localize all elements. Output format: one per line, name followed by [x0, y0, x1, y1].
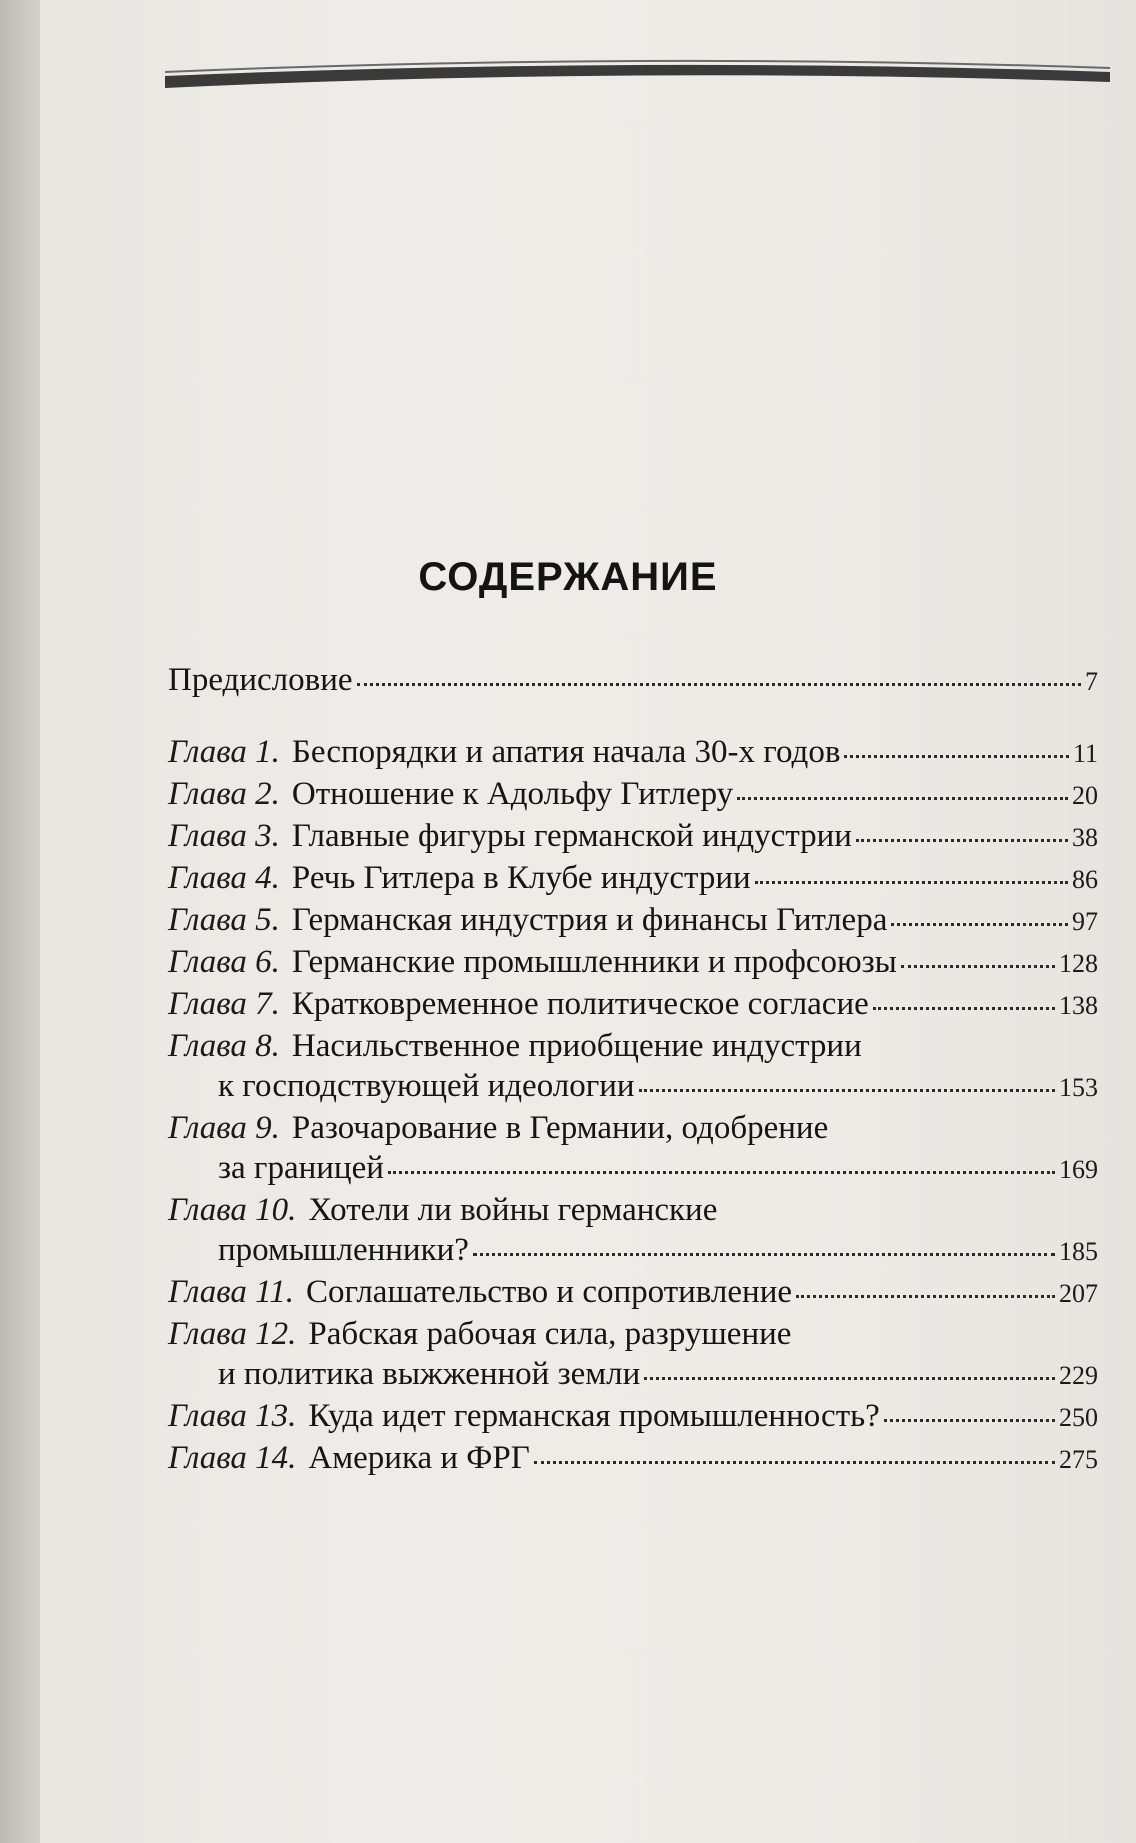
toc-chapter-row[interactable] [168, 858, 1098, 900]
chapter-page: 97 [1072, 907, 1098, 936]
leader-dots [737, 797, 1068, 800]
chapter-page: 207 [1059, 1279, 1098, 1308]
toc-chapter-row-continued[interactable] [168, 1354, 1098, 1396]
chapter-title: Разочарование в Германии, одобрение [291, 1110, 829, 1146]
toc-chapter-row-continued[interactable] [168, 1148, 1098, 1190]
toc-chapter-row[interactable] [168, 732, 1098, 774]
chapter-page: 275 [1059, 1445, 1098, 1474]
chapter-title: Отношение к Адольфу Гитлеру [291, 776, 734, 812]
chapter-title: Главные фигуры германской индустрии [291, 818, 852, 854]
leader-dots [357, 683, 1082, 686]
leader-dots [388, 1171, 1055, 1174]
chapter-prefix: Глава 14. [168, 1440, 297, 1476]
chapter-prefix: Глава 1. [168, 734, 280, 770]
toc-chapter-row[interactable] [168, 1272, 1098, 1314]
chapter-title: Речь Гитлера в Клубе индустрии [291, 860, 751, 896]
toc-chapter-row[interactable] [168, 1314, 1098, 1354]
chapter-page: 153 [1059, 1073, 1098, 1102]
chapter-page: 20 [1072, 781, 1098, 810]
leader-dots [873, 1007, 1055, 1010]
toc-chapter-row[interactable] [168, 1190, 1098, 1230]
chapter-page: 169 [1059, 1155, 1098, 1184]
chapter-title-continued: за границей [218, 1150, 384, 1186]
chapter-list [168, 732, 1098, 1480]
chapter-page: 86 [1072, 865, 1098, 894]
chapter-title: Америка и ФРГ [308, 1440, 530, 1476]
toc-chapter-row-continued[interactable] [168, 1066, 1098, 1108]
toc-preface[interactable] [168, 660, 1098, 702]
leader-dots [473, 1253, 1055, 1256]
chapter-title: Насильственное приобщение индустрии [291, 1028, 862, 1064]
chapter-title: Кратковременное политическое согласие [291, 986, 869, 1022]
toc-preface-label: Предисловие [168, 662, 353, 698]
leader-dots [755, 881, 1068, 884]
leader-dots [796, 1295, 1055, 1298]
chapter-title: Рабская рабочая сила, разрушение [308, 1316, 792, 1352]
toc-chapter-row[interactable] [168, 984, 1098, 1026]
chapter-title: Куда идет германская промышленность? [308, 1398, 880, 1434]
chapter-page: 138 [1059, 991, 1098, 1020]
chapter-title-continued: к господствующей идеологии [218, 1068, 635, 1104]
toc-chapter-row-continued[interactable] [168, 1230, 1098, 1272]
chapter-prefix: Глава 3. [168, 818, 280, 854]
chapter-page: 11 [1072, 739, 1098, 768]
chapter-page: 185 [1059, 1237, 1098, 1266]
chapter-prefix: Глава 11. [168, 1274, 294, 1310]
toc-chapter-row[interactable] [168, 816, 1098, 858]
toc-preface-page: 7 [1085, 667, 1098, 696]
chapter-prefix: Глава 6. [168, 944, 280, 980]
toc-chapter-row[interactable] [168, 1396, 1098, 1438]
toc-chapter-row[interactable] [168, 1108, 1098, 1148]
leader-dots [901, 965, 1055, 968]
toc-chapter-row[interactable] [168, 942, 1098, 984]
chapter-prefix: Глава 10. [168, 1192, 297, 1228]
chapter-title: Соглашательство и сопротивление [305, 1274, 793, 1310]
leader-dots [856, 839, 1068, 842]
page-edge [0, 0, 40, 1843]
chapter-title-continued: промышленники? [218, 1232, 469, 1268]
toc-chapter-row[interactable] [168, 1026, 1098, 1066]
chapter-page: 38 [1072, 823, 1098, 852]
toc-chapter-row[interactable] [168, 900, 1098, 942]
chapter-prefix: Глава 5. [168, 902, 280, 938]
chapter-prefix: Глава 13. [168, 1398, 297, 1434]
chapter-title: Хотели ли войны германские [308, 1192, 718, 1228]
chapter-page: 128 [1059, 949, 1098, 978]
chapter-prefix: Глава 12. [168, 1316, 297, 1352]
toc-title: СОДЕРЖАНИЕ [418, 555, 718, 599]
toc-chapter-row[interactable] [168, 774, 1098, 816]
chapter-prefix: Глава 9. [168, 1110, 280, 1146]
leader-dots [884, 1419, 1055, 1422]
leader-dots [534, 1461, 1055, 1464]
leader-dots [639, 1089, 1055, 1092]
chapter-prefix: Глава 2. [168, 776, 280, 812]
chapter-prefix: Глава 4. [168, 860, 280, 896]
table-of-contents [168, 660, 1098, 1480]
chapter-prefix: Глава 7. [168, 986, 280, 1022]
chapter-title-continued: и политика выжженной земли [218, 1356, 641, 1392]
chapter-prefix: Глава 8. [168, 1028, 280, 1064]
chapter-page: 229 [1059, 1361, 1098, 1390]
chapter-page: 250 [1059, 1403, 1098, 1432]
chapter-title: Германская индустрия и финансы Гитлера [291, 902, 888, 938]
toc-chapter-row[interactable] [168, 1438, 1098, 1480]
chapter-title: Беспорядки и апатия начала 30-х годов [291, 734, 841, 770]
leader-dots [644, 1377, 1055, 1380]
leader-dots [891, 923, 1068, 926]
header-rule [165, 58, 1110, 92]
chapter-title: Германские промышленники и профсоюзы [291, 944, 897, 980]
leader-dots [844, 755, 1069, 758]
